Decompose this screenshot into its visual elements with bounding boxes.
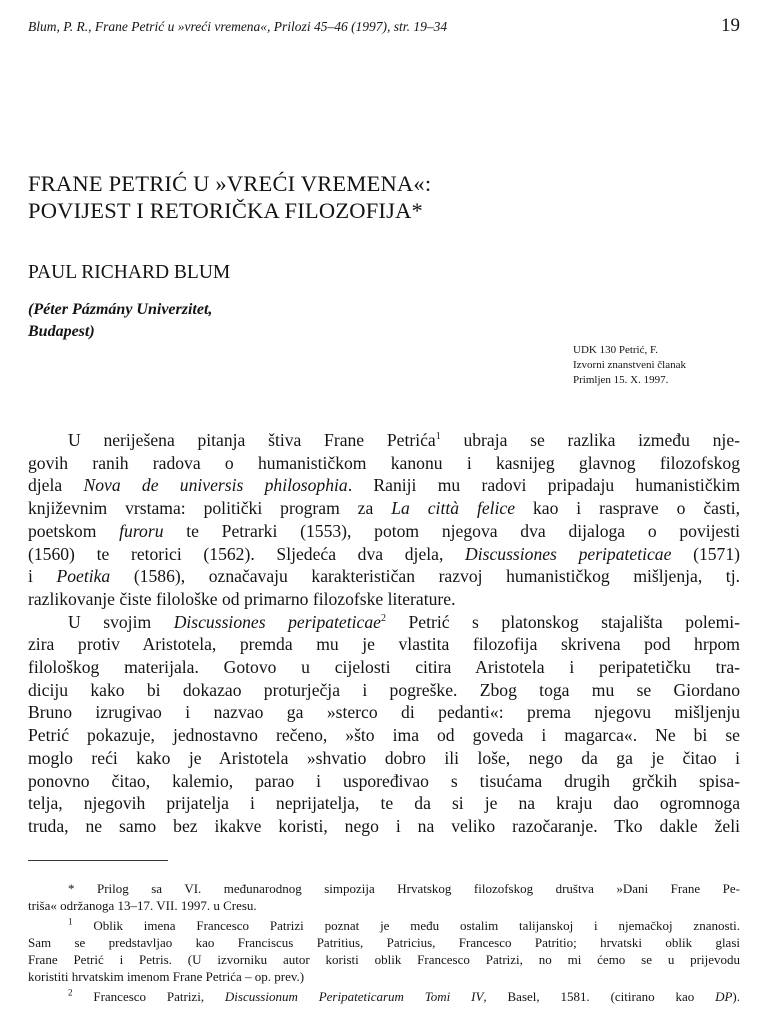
text-line: Bruno izrugivao i nazvao ga »sterco di pedanti«: prema njegovu mišljenju	[28, 702, 740, 723]
author-affiliation	[28, 299, 328, 343]
footnote-star	[28, 880, 740, 914]
text-line	[28, 474, 740, 497]
footnote-line	[28, 917, 740, 934]
text-line: zira protiv Aristotela, premda mu je vlastita filozofija skrivena pod hrpom	[28, 634, 740, 655]
text-line: razlikovanje čiste filološke od primarno filozofske literature.	[28, 588, 456, 609]
text-line	[28, 497, 740, 520]
footnote-line: triša« održanoga 13–17. VII. 1997. u Cresu.	[28, 898, 257, 913]
text-run: Prilog sa VI. međunarodnog simpozija Hrvatskog filozofskog društva »Dani Frane Pe-	[96, 881, 740, 896]
text-run: U svojim	[68, 611, 174, 632]
italic-title: Discussiones peripateticae	[465, 543, 672, 564]
paragraph-2	[28, 611, 740, 838]
text-line	[28, 543, 740, 566]
text-run: ubraja se razlika između nje-	[440, 430, 740, 450]
text-run: (1586), označavaju karakterističan razvoj humanističkog mišljenja, tj.	[110, 566, 740, 587]
text-run: U neriješena pitanja štiva Frane Petrića	[68, 430, 436, 450]
footnotes	[28, 880, 740, 1008]
text-line	[28, 611, 740, 634]
text-run: Francesco Patrizi,	[93, 989, 225, 1004]
footnote-1	[28, 917, 740, 985]
text-line: diciju kako bi dokazao proturječja i pogreške. Zbog toga mu se Giordano	[28, 679, 740, 700]
classification-block	[573, 343, 763, 388]
text-line	[28, 429, 740, 452]
text-line: telja, njegovih prijatelja i neprijatelja, te da si je na kraju dao ogromnoga	[28, 793, 740, 814]
text-line: Petrić pokazuje, jednostavno rečeno, »što ima od goveda i magarca«. Ne bi se	[28, 725, 740, 746]
article-body	[28, 429, 740, 838]
article-title	[28, 170, 728, 224]
text-line: truda, ne samo bez ikakve koristi, nego i na veliko razočaranje. Tko dakle želi	[28, 815, 740, 836]
footnote-separator	[28, 860, 168, 861]
footnote-mark: 1	[68, 917, 73, 927]
text-run: te Petrarki (1553), potom njegova dva dijaloga o povijesti	[163, 520, 740, 541]
text-run: (1560) te retorici (1562). Sljedeća dva djela,	[28, 543, 466, 564]
footnote-line: Sam se predstavljao kao Franciscus Patritius, Patricius, Francesco Patritio; hrvatski oblik glasi	[28, 935, 740, 950]
text-run: (1571)	[671, 543, 740, 564]
footnote-line	[28, 988, 740, 1005]
footnote-line: Frane Petrić i Petris. (U izvorniku autor koristi oblik Francesco Patrizi, no mi ćemo se u prijevodu	[28, 952, 740, 967]
italic-title: Discussionum Peripateticarum Tomi IV	[224, 989, 484, 1004]
footnote-ref-2: 2	[380, 612, 386, 624]
italic-abbrev: DP	[715, 989, 733, 1004]
received-date: Primljen 15. X. 1997.	[573, 374, 669, 386]
footnote-mark: *	[68, 881, 75, 896]
footnote-ref-1: 1	[435, 431, 441, 443]
text-run: ).	[732, 989, 740, 1004]
text-run: Oblik imena Francesco Patrizi poznat je među ostalim talijanskoj i njemačkoj znanosti.	[93, 918, 740, 933]
affiliation-line-2: Budapest)	[28, 323, 95, 340]
text-line: moglo reći kako je Aristotela »shvatio dobro ili loše, nego da ga je čitao i	[28, 747, 740, 768]
footnote-line	[28, 880, 740, 897]
text-line: ponovno čitao, kalemio, parao i uspoređivao s tisućama drugih grčkih spisa-	[28, 770, 740, 791]
text-line	[28, 520, 740, 543]
footnote-mark: 2	[68, 988, 73, 998]
page-number: 19	[721, 15, 740, 36]
italic-title: Poetika	[56, 566, 111, 587]
italic-title: Nova de universis philosophia	[83, 475, 348, 496]
affiliation-line-1: (Péter Pázmány Univerzitet,	[28, 301, 213, 318]
text-line: govih ranih radova o humanističkom kanonu i kasnijeg glavnog filozofskog	[28, 452, 740, 473]
footnote-line: koristiti hrvatskim imenom Frane Petrića – op. prev.)	[28, 969, 305, 984]
text-run: književnim vrstama: politički program za	[28, 498, 392, 519]
text-run: , Basel, 1581. (citirano kao	[483, 989, 716, 1004]
text-run: poetskom	[28, 520, 120, 541]
italic-title: Discussiones peripateticae	[173, 611, 381, 632]
title-line-2: POVIJEST I RETORIČKA FILOZOFIJA*	[28, 198, 423, 223]
text-run: i	[28, 566, 57, 587]
running-head: Blum, P. R., Frane Petrić u »vreći vremena«, Prilozi 45–46 (1997), str. 19–34	[28, 19, 448, 34]
footnote-2	[28, 988, 740, 1005]
article-type: Izvorni znanstveni članak	[573, 359, 687, 371]
text-run: kao i rasprave o časti,	[515, 498, 740, 519]
italic-term: furoru	[119, 520, 164, 541]
author-name: PAUL RICHARD BLUM	[28, 262, 231, 283]
italic-title: La città felice	[391, 498, 516, 519]
text-run: djela	[28, 475, 84, 496]
text-line: filološkog materijala. Gotovo u cijelosti citira Aristotela i peripatetičku tra-	[28, 657, 740, 678]
title-line-1: FRANE PETRIĆ U »VREĆI VREMENA«:	[28, 171, 432, 196]
text-line	[28, 565, 740, 588]
udk-code: UDK 130 Petrić, F.	[573, 344, 658, 356]
paragraph-1	[28, 429, 740, 611]
text-run: . Raniji mu radovi pripadaju humanističkim	[347, 475, 740, 496]
text-run: Petrić s platonskog stajališta polemi-	[385, 611, 740, 632]
